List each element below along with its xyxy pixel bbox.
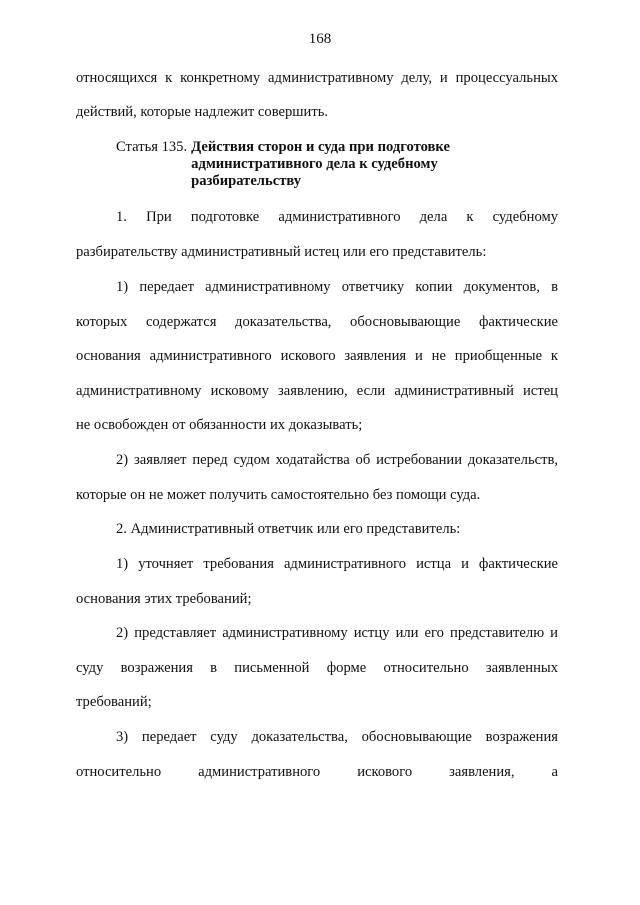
article-title [191,139,491,190]
article-title-line: Действия сторон и суда при подготовке [191,139,450,155]
article-heading [116,139,491,190]
text-line: административному исковому заявлению, если административный истец [76,383,558,399]
text-line: разбирательству административный истец или его представитель: [76,244,487,260]
article-title-line: административного дела к судебному [191,156,438,172]
article-label: Статья 135. [116,139,188,155]
text-line: 1) передает административному ответчику копии документов, в [116,279,558,295]
text-line: которые он не может получить самостоятельно без помощи суда. [76,487,481,503]
text-line: основания административного искового заявления и не приобщенные к [76,348,558,364]
text-line: 2) заявляет перед судом ходатайства об истребовании доказательств, [116,452,558,468]
article-title-line: разбирательству [191,173,302,189]
text-line: не освобожден от обязанности их доказывать; [76,417,363,433]
text-line: 1) уточняет требования административного истца и фактические [116,556,558,572]
text-line: относительно административного искового заявления, а [76,764,558,780]
text-line: действий, которые надлежит совершить. [76,104,329,120]
page-number: 168 [308,31,332,47]
text-line: 2) представляет административному истцу или его представителю и [116,625,558,641]
text-line: 1. При подготовке административного дела к судебному [116,209,558,225]
text-line: основания этих требований; [76,591,252,607]
text-line: требований; [76,694,152,710]
text-line: которых содержатся доказательства, обосновывающие фактические [76,314,558,330]
text-line: 3) передает суду доказательства, обосновывающие возражения [116,729,558,745]
text-line: относящихся к конкретному административному делу, и процессуальных [76,70,558,86]
text-line: 2. Административный ответчик или его представитель: [116,521,461,537]
text-line: суду возражения в письменной форме относительно заявленных [76,660,558,676]
